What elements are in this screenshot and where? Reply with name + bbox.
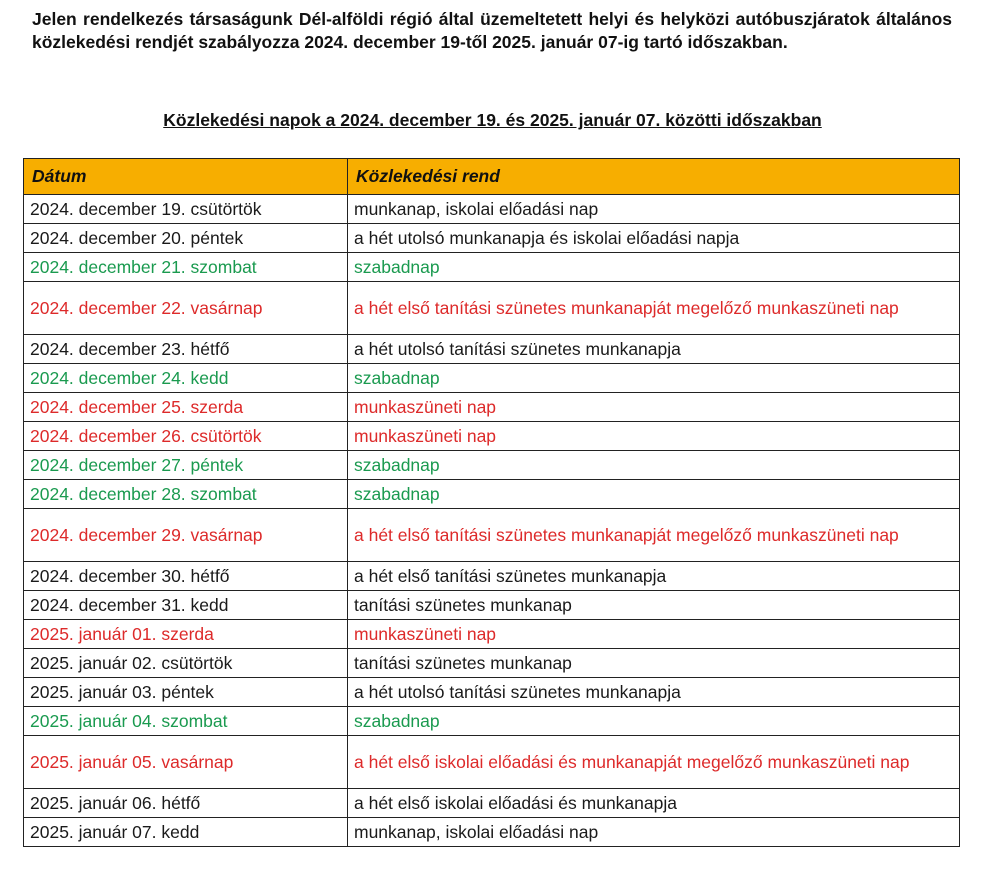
- table-row: [24, 393, 960, 422]
- row-date: 2025. január 01. szerda: [24, 620, 348, 649]
- row-date: 2025. január 02. csütörtök: [24, 649, 348, 678]
- row-date: 2025. január 03. péntek: [24, 678, 348, 707]
- table-row: [24, 282, 960, 335]
- row-date: 2024. december 25. szerda: [24, 393, 348, 422]
- table-row: [24, 736, 960, 789]
- row-rule: munkanap, iskolai előadási nap: [348, 818, 960, 847]
- row-date: 2024. december 28. szombat: [24, 480, 348, 509]
- row-date: 2024. december 30. hétfő: [24, 562, 348, 591]
- table-row: [24, 422, 960, 451]
- row-rule: a hét utolsó munkanapja és iskolai előadási napja: [348, 224, 960, 253]
- row-rule: a hét első tanítási szünetes munkanapja: [348, 562, 960, 591]
- row-date: 2025. január 06. hétfő: [24, 789, 348, 818]
- row-date: 2024. december 23. hétfő: [24, 335, 348, 364]
- table-row: [24, 509, 960, 562]
- schedule-table: [23, 158, 960, 847]
- table-row: [24, 451, 960, 480]
- row-rule: tanítási szünetes munkanap: [348, 649, 960, 678]
- row-rule: munkaszüneti nap: [348, 393, 960, 422]
- table-row: [24, 620, 960, 649]
- row-rule: szabadnap: [348, 451, 960, 480]
- row-rule: munkaszüneti nap: [348, 620, 960, 649]
- table-row: [24, 678, 960, 707]
- table-row: [24, 562, 960, 591]
- table-row: [24, 707, 960, 736]
- row-rule: szabadnap: [348, 364, 960, 393]
- row-date: 2024. december 24. kedd: [24, 364, 348, 393]
- row-rule: szabadnap: [348, 480, 960, 509]
- row-date: 2024. december 20. péntek: [24, 224, 348, 253]
- table-row: [24, 818, 960, 847]
- row-rule: a hét első tanítási szünetes munkanapját megelőző munkaszüneti nap: [348, 509, 960, 562]
- table-title: Közlekedési napok a 2024. december 19. és 2025. január 07. közötti időszakban: [163, 110, 822, 130]
- header-rule: Közlekedési rend: [348, 159, 960, 195]
- row-date: 2024. december 26. csütörtök: [24, 422, 348, 451]
- table-row: [24, 649, 960, 678]
- row-date: 2024. december 31. kedd: [24, 591, 348, 620]
- row-date: 2024. december 19. csütörtök: [24, 195, 348, 224]
- table-row: [24, 195, 960, 224]
- row-date: 2024. december 22. vasárnap: [24, 282, 348, 335]
- table-header-row: [24, 159, 960, 195]
- row-date: 2025. január 05. vasárnap: [24, 736, 348, 789]
- row-rule: a hét első iskolai előadási és munkanapját megelőző munkaszüneti nap: [348, 736, 960, 789]
- row-rule: a hét utolsó tanítási szünetes munkanapja: [348, 335, 960, 364]
- header-date: Dátum: [24, 159, 348, 195]
- row-rule: a hét utolsó tanítási szünetes munkanapja: [348, 678, 960, 707]
- row-date: 2025. január 04. szombat: [24, 707, 348, 736]
- table-row: [24, 253, 960, 282]
- row-rule: munkaszüneti nap: [348, 422, 960, 451]
- table-row: [24, 335, 960, 364]
- row-date: 2024. december 21. szombat: [24, 253, 348, 282]
- row-rule: tanítási szünetes munkanap: [348, 591, 960, 620]
- row-date: 2025. január 07. kedd: [24, 818, 348, 847]
- row-rule: szabadnap: [348, 253, 960, 282]
- table-row: [24, 364, 960, 393]
- intro-paragraph: Jelen rendelkezés társaságunk Dél-alföldi régió által üzemeltetett helyi és helyközi autóbuszjáratok általános közlekedési rendjét szabályozza 2024. december 19-től 2025. január 07-ig tartó időszakban.: [32, 9, 952, 52]
- table-row: [24, 591, 960, 620]
- row-rule: a hét első iskolai előadási és munkanapja: [348, 789, 960, 818]
- row-rule: munkanap, iskolai előadási nap: [348, 195, 960, 224]
- table-row: [24, 480, 960, 509]
- row-date: 2024. december 27. péntek: [24, 451, 348, 480]
- table-row: [24, 224, 960, 253]
- row-date: 2024. december 29. vasárnap: [24, 509, 348, 562]
- table-row: [24, 789, 960, 818]
- row-rule: szabadnap: [348, 707, 960, 736]
- row-rule: a hét első tanítási szünetes munkanapját megelőző munkaszüneti nap: [348, 282, 960, 335]
